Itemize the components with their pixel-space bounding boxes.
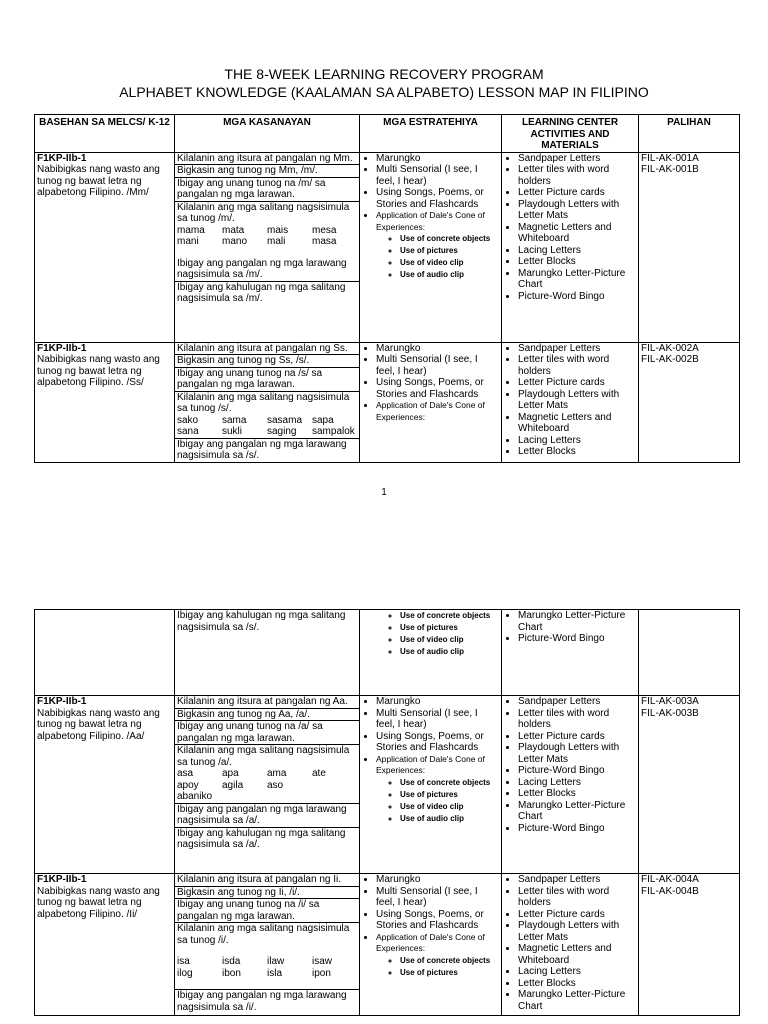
skill-item: Ibigay ang pangalan ng mga larawang nagsisimula sa /s/. (177, 438, 347, 461)
basis-cell (35, 874, 175, 1016)
skill-item: Ibigay ang kahulugan ng mga salitang nagsisimula sa /a/. (177, 827, 346, 850)
strategies-cell: • Marungko • Multi Sensorial (I see, I feel, I hear) • Using Songs, Poems, or Stories and Flashcards • Application of Dale's Cone of Experiences: ◦ Use of concrete objects ◦ Use of pictures ◦ Use of video clip ◦ Use of audio clip (360, 152, 502, 342)
skill-item: Bigkasin ang tunog ng Ss, /s/. (175, 355, 359, 368)
materials-cell: • Sandpaper Letters • Letter tiles with word holders • Letter Picture cards • Playdough Letters with Letter Mats • Picture-Word Bingo • Lacing Letters • Letter Blocks • Marungko Letter-Picture Chart • Picture-Word Bingo (502, 696, 639, 874)
melc-description: Nabibigkas nang wasto ang tunog ng bawat letra ng alpabetong Filipino. /Aa/ (37, 707, 160, 742)
table-row (35, 696, 740, 874)
melc-code: F1KP-IIb-1 (37, 696, 87, 707)
word-list: asa apa ama ate apoy agila aso abaniko (175, 768, 359, 804)
materials-cell: • Sandpaper Letters • Letter tiles with word holders • Letter Picture cards • Playdough Letters with Letter Mats • Magnetic Letters and Whiteboard • Lacing Letters • Letter Blocks • Marungko Letter-Picture Chart (502, 874, 639, 1016)
skill-item: Kilalanin ang mga salitang nagsisimula sa tunog /i/. (177, 923, 350, 946)
palihan-cell: FIL-AK-002A FIL-AK-002B (639, 342, 740, 462)
materials-cell: • Sandpaper Letters • Letter tiles with word holders • Letter Picture cards • Playdough Letters with Letter Mats • Magnetic Letters and Whiteboard • Lacing Letters • Letter Blocks • Marungko Letter-Picture Chart • Picture-Word Bingo (502, 152, 639, 342)
page-number: 1 (381, 487, 387, 498)
skill-item: Ibigay ang pangalan ng mga larawang nagsisimula sa /a/. (175, 804, 359, 828)
skill-item: Kilalanin ang mga salitang nagsisimula sa tunog /m/. (177, 201, 350, 224)
word-list: sako sama sasama sapa sana sukli saging sampalok (175, 415, 359, 439)
palihan-cell: FIL-AK-001A FIL-AK-001B (639, 152, 740, 342)
skill-item: Ibigay ang kahulugan ng mga salitang nagsisimula sa /s/. (177, 610, 346, 633)
skills-cell (175, 342, 360, 462)
palihan-cell: FIL-AK-003A FIL-AK-003B (639, 696, 740, 874)
skill-item: Ibigay ang unang tunog na /a/ sa pangalan ng mga larawan. (175, 721, 359, 745)
strategies-cell: • Marungko • Multi Sensorial (I see, I feel, I hear) • Using Songs, Poems, or Stories and Flashcards • Application of Dale's Cone of Experiences: (360, 342, 502, 462)
melc-code: F1KP-IIb-1 (37, 152, 87, 164)
skill-item: Bigkasin ang tunog ng Aa, /a/. (175, 709, 359, 722)
skill-item: Kilalanin ang mga salitang nagsisimula sa tunog /s/. (177, 391, 350, 414)
basis-cell (35, 696, 175, 874)
skill-item: Ibigay ang pangalan ng mga larawang nagsisimula sa /m/. (175, 248, 359, 282)
word-list: mama mata mais mesa mani mano mali masa (177, 224, 337, 247)
header-materials: LEARNING CENTER ACTIVITIES AND MATERIALS (502, 115, 639, 153)
table-row (35, 874, 740, 1016)
table-row (35, 342, 740, 462)
table-row (35, 152, 740, 342)
melc-code: F1KP-IIb-1 (37, 342, 87, 354)
table-header-row (35, 115, 740, 153)
skill-item: Kilalanin ang itsura at pangalan ng Ii. (175, 874, 359, 887)
header-basis: BASEHAN SA MELCS/ K-12 (35, 115, 175, 153)
skills-cell (175, 610, 360, 696)
document-title: THE 8-WEEK LEARNING RECOVERY PROGRAM (224, 66, 544, 82)
basis-cell (35, 152, 175, 342)
palihan-cell: FIL-AK-004A FIL-AK-004B (639, 874, 740, 1016)
palihan-cell (639, 610, 740, 696)
basis-cell (35, 342, 175, 462)
skills-cell (175, 696, 360, 874)
document-subtitle: ALPHABET KNOWLEDGE (KAALAMAN SA ALPABETO) LESSON MAP IN FILIPINO (119, 84, 649, 100)
skill-item: Kilalanin ang itsura at pangalan ng Mm. (175, 153, 359, 166)
melc-code: F1KP-IIb-1 (37, 874, 87, 885)
skill-item: Ibigay ang unang tunog na /i/ sa pangalan ng mga larawan. (175, 899, 359, 923)
skill-item: Kilalanin ang mga salitang nagsisimula sa tunog /a/. (177, 745, 350, 768)
strategies-cell: • Marungko • Multi Sensorial (I see, I feel, I hear) • Using Songs, Poems, or Stories and Flashcards • Application of Dale's Cone of Experiences: ◦ Use of concrete objects ◦ Use of pictures ◦ Use of video clip ◦ Use of audio clip (360, 696, 502, 874)
materials-cell: • Marungko Letter-Picture Chart • Picture-Word Bingo (502, 610, 639, 696)
materials-cell: • Sandpaper Letters • Letter tiles with word holders • Letter Picture cards • Playdough Letters with Letter Mats • Magnetic Letters and Whiteboard • Lacing Letters • Letter Blocks (502, 342, 639, 462)
melc-description: Nabibigkas nang wasto ang tunog ng bawat letra ng alpabetong Filipino. /Ss/ (37, 354, 160, 388)
melc-description: Nabibigkas nang wasto ang tunog ng bawat letra ng alpabetong Filipino. /Ii/ (37, 885, 160, 920)
basis-cell (35, 610, 175, 696)
skill-item: Ibigay ang kahulugan ng mga salitang nagsisimula sa /m/. (177, 281, 346, 304)
skill-item: Bigkasin ang tunog ng Mm, /m/. (175, 165, 359, 178)
skills-cell (175, 874, 360, 1016)
skill-item: Kilalanin ang itsura at pangalan ng Ss. (175, 343, 359, 356)
header-skills: MGA KASANAYAN (175, 115, 360, 153)
skill-item: Ibigay ang unang tunog na /m/ sa pangalan ng mga larawan. (175, 178, 359, 202)
table-row (35, 610, 740, 696)
lesson-map-table-page2 (34, 609, 740, 1016)
skill-item: Ibigay ang pangalan ng mga larawang nagsisimula sa /i/. (177, 990, 347, 1013)
melc-description: Nabibigkas nang wasto ang tunog ng bawat letra ng alpabetong Filipino. /Mm/ (37, 164, 160, 198)
skill-item: Kilalanin ang itsura at pangalan ng Aa. (175, 696, 359, 709)
strategies-cell: • Marungko • Multi Sensorial (I see, I feel, I hear) • Using Songs, Poems, or Stories and Flashcards • Application of Dale's Cone of Experiences: ◦ Use of concrete objects ◦ Use of pictures (360, 874, 502, 1016)
skills-cell (175, 152, 360, 342)
skill-item: Ibigay ang unang tunog na /s/ sa pangalan ng mga larawan. (175, 368, 359, 392)
header-palihan: PALIHAN (639, 115, 740, 153)
lesson-map-table-page1 (34, 114, 740, 463)
strategies-cell: ◦ Use of concrete objects ◦ Use of pictures ◦ Use of video clip ◦ Use of audio clip (360, 610, 502, 696)
header-strategies: MGA ESTRATEHIYA (360, 115, 502, 153)
skill-item: Bigkasin ang tunog ng Ii, /i/. (175, 887, 359, 900)
word-list: isa isda ilaw isaw ilog ibon isla ipon (175, 946, 359, 990)
